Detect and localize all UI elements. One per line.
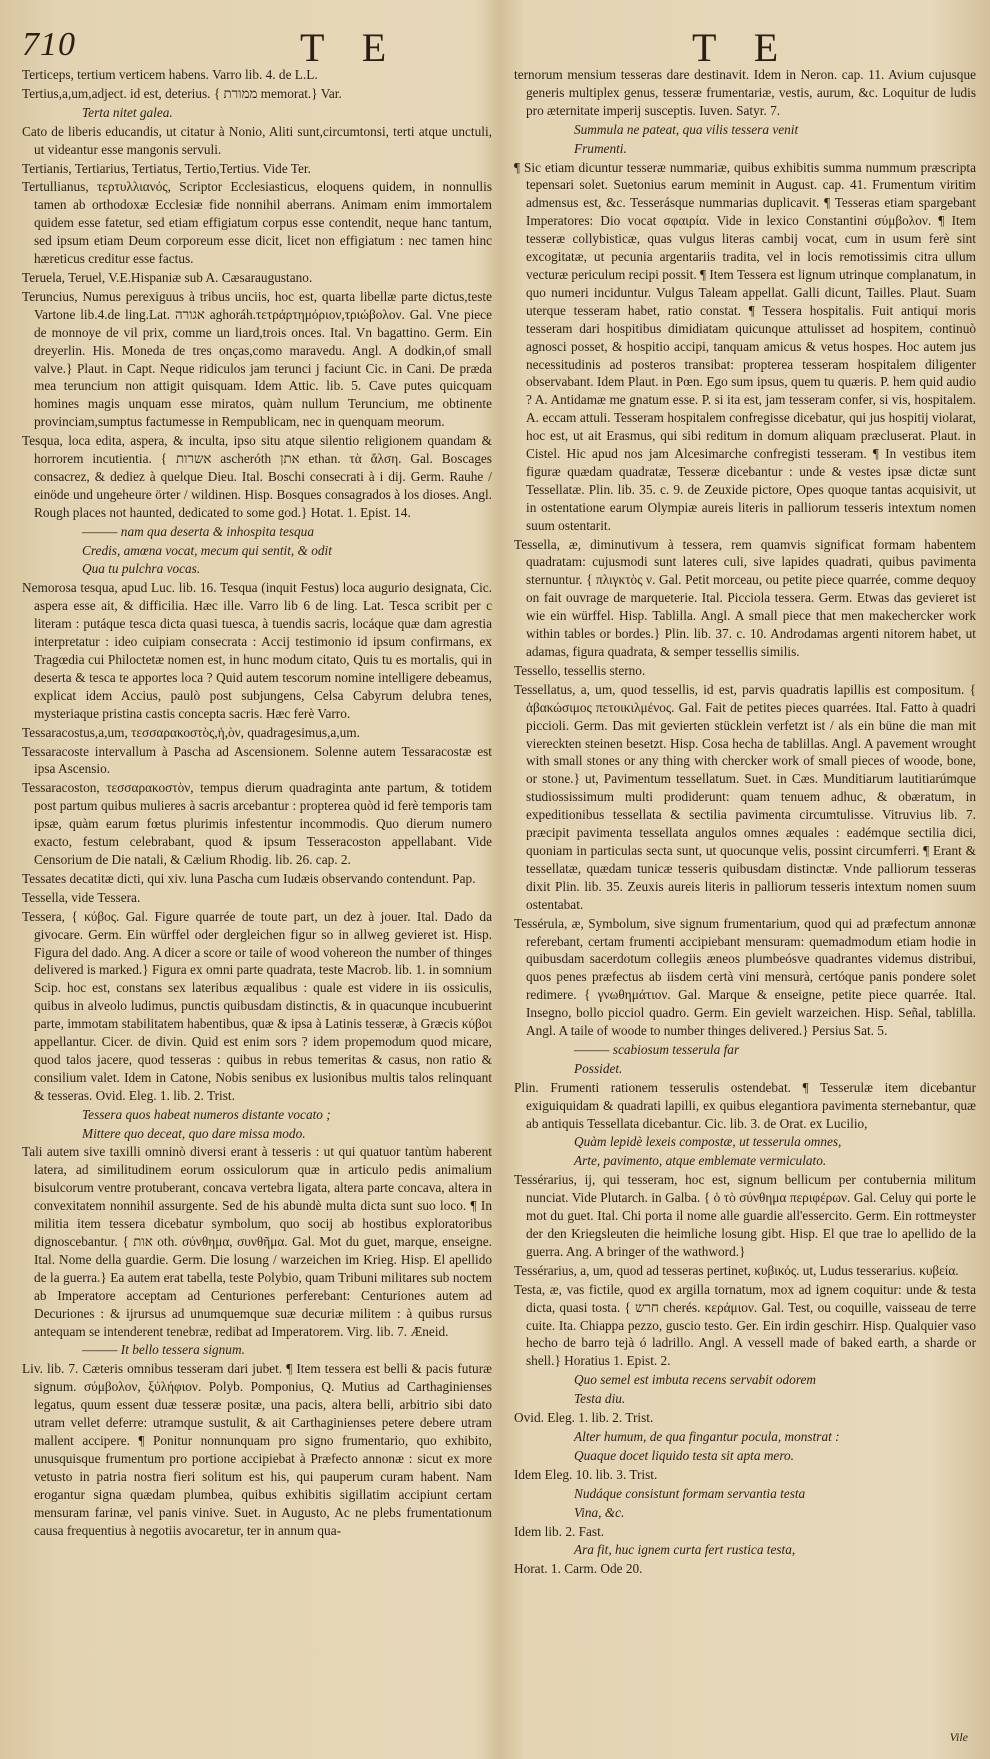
- verse-quotation: Summula ne pateat, qua vilis tessera venit: [574, 121, 799, 137]
- verse-quotation: Quàm lepidè lexeis compostæ, ut tesserula omnes,: [574, 1134, 842, 1150]
- dictionary-entry: Tesqua, loca edita, aspera, & inculta, ipso situ atque silentio religionem quandam & horrorem incutientia. { אשרות ascheróth אתן ethan. τὰ ἄλση. Gal. Boscages consacrez, & dediez à quelque Dieu. Ital. Boschi consecrati à i dij. Germ. Rauhe / einöde und ungeheure örter / wildinen. Hisp. Bosques consagrados à los dioses. Angl. Rough places not haunted, dedicated to some god.} Hotat. 1. Epist. 14.: [22, 433, 492, 520]
- dictionary-entry: Tessaracoston, τεσσαρακοστὸν, tempus dierum quadraginta ante partum, & totidem post partum quibus mulieres à sacris arcebantur : propterea quòd id ferè temporis tam ipsæ, quàm earum fœtus plurimis infestentur incommodis. Quo dierum numero exacto, festum celebrabant, quod & ipsum Tesseracoston appellabant. Vide Censorium de Die natali, & Cælium Rhodig. lib. 26. cap. 2.: [22, 780, 492, 867]
- verse-quotation: Credis, amœna vocat, mecum qui sentit, & odit: [82, 542, 332, 558]
- verse-quotation: Mittere quo deceat, quo dare missa modo.: [82, 1125, 306, 1141]
- verse-quotation: Vina, &c.: [574, 1504, 625, 1520]
- dictionary-entry: Teruncius, Numus perexiguus à tribus unciis, hoc est, quarta libellæ parte dictus,teste Vartone lib.4.de ling.Lat. אגורה aghoráh.τετράρτημόριον,τριώβολον. Gal. Vne piece de monnoye de vil prix, comme un liard,trois onces. Ital. Vn bagattino. Germ. Ein dreyerlin. His. Moneda de tres onças,como maravedu. Angl. A dodkin,of small valve.} Plaut. in Capt. Neque ridiculos jam terunci j faciunt Cic. in Cani. De præda mea teruncium non attigit quisquam. Idem Attic. lib. 5. Cave putes quicquam homines magis unquam esse miratos, quàm nullum Teruncium, me obtinente provinciam,sumptus factumesse in Rempublicam, nec in quenquam meorum.: [22, 288, 492, 430]
- verse-quotation: Quaque docet liquido testa sit apta mero.: [574, 1447, 794, 1463]
- dictionary-entry: Tessellatus, a, um, quod tessellis, id est, parvis quadratis lapillis est compositum. { ἀβακώσιμος πετοικιλμένος. Gal. Fait de petites pieces quarrées. Ital. Fatto à quadri piccioli. Germ. Das mit gevierten stücklein verfetzt ist / als ein büne die man mit viereckten steinen besetzt. Hisp. Cosa hecha de tablillas. Angl. A pavement wrought with small stones or any thing with chercker work of small pieces of woode, bone, or stone.} ut, Pavimentum tessellatum. Suet. in Cæs. Munditiarum lautitiarúmque studiossissimum multi prodiderunt: quam tenuem adhuc, & obæratum, in expeditionibus tessellata & sectilia pavimenta circumtulisse. Vitruvius lib. 7. præcipit pavimenta tessellata angulos omnes æquales : eadémque sectilia dici, quoniam in particulas secta sunt, ut quocunque velis, possint circumferri. ¶ Erant & tessellatæ, quædam tunicæ tesseris quibusdam distinctæ. Vnde palliorum tesseras dixit Plin. lib. 35. Zeuxis aureis literis in palliorum tesseris intextum nomen suum ostentabat.: [514, 681, 976, 912]
- dictionary-entry: Liv. lib. 7. Cæteris omnibus tesseram dari jubet. ¶ Item tessera est belli & pacis futuræ signum. σύμβολον, ξύλήφιον. Polyb. Pomponius, Q. Mutius ad Carthaginienses legatus, quum essent duæ tesseræ positæ, una pacis, altera belli, arbitrio sibi dato utram vellet deferre: utramque sustulit, & ait Carthaginienses petere debere utram mallent accipere. ¶ Ponitur nonnunquam pro signo frumentario, quo exhibito, unusquisque frumentum pro portione accipiebat à Præfecto annonæ : sicut ex more vetusto in patria nostra fieri solitum est his, qui pauperum curam habent. Nam erogantur signa quædam plumbea, quibus exhibitis sigillatim accipiunt certam mensuram farinæ, vel panis vinive. Suet. in Augusto, Ac ne plebs frumentationum causa frequentius à negotiis avocaretur, ter in annum qua-: [22, 1361, 492, 1538]
- verse-quotation: Qua tu pulchra vocas.: [82, 561, 201, 577]
- verse-quotation: Terta nitet galea.: [82, 104, 173, 120]
- dictionary-entry: Testa, æ, vas fictile, quod ex argilla tornatum, mox ad ignem coquitur: unde & testa dicta, quasi tosta. { חרש cherés. κεράμιον. Gal. Test, ou coquille, vaisseau de terre cuite. Ita. Chiappa pezzo, guscio testo. Ger. Ein irdin geschirr. Hisp. Qualquier vaso hecho de barro tejà ó ladrillo. Angl. A vessell made of baked earth, a sharde or shell.} Horatius 1. Epist. 2.: [514, 1281, 976, 1369]
- dictionary-entry: Tessaracostus,a,um, τεσσαρακοστὸς,ἡ,ὸν, quadragesimus,a,um.: [22, 724, 360, 740]
- dictionary-entry: Idem Eleg. 10. lib. 3. Trist.: [514, 1466, 658, 1482]
- dictionary-entry: Tessella, vide Tessera.: [22, 889, 141, 905]
- dictionary-entry: Ovid. Eleg. 1. lib. 2. Trist.: [514, 1410, 654, 1426]
- dictionary-entry: Idem lib. 2. Fast.: [514, 1523, 605, 1539]
- catchword: Vile: [949, 1730, 968, 1744]
- verse-quotation: Testa diu.: [574, 1391, 626, 1407]
- dictionary-entry: Tessella, æ, diminutivum à tessera, rem quamvis significat formam habentem quadratam: cujusmodi sunt lateres culi, sive lapides quadrati, quibus pavimenta sternuntur. { πλιγκτὸς ν. Gal. Petit morceau, ou petite piece quarrée, comme dequoy on fait ouvrage de marqueterie. Ital. Picciola tessera. Germ. Etwas das gevieret ist wie ein würffel. Hisp. Tablilla. Angl. A small piece that men makechercker work within tables or bordes.} Plin. lib. 37. c. 10. Androdamas argenti nitorem habet, ut adamas, figura quadrata, & semper tessellis similis.: [514, 536, 976, 659]
- dictionary-entry: Tali autem sive taxilli omninò diversi erant à tesseris : ut qui quatuor tantùm haberent latera, ad similitudinem eorum ossiculorum quæ in articulo pedis animalium bisulcorum ventre protuberant, concava vertebra ligata, altera parte concava, altera in convexitatem nonnihil assurgente. Sed de his abundè multa dicta sunt suo loco. ¶ In militia item tessera dicebatur symbolum, quo socij ab hostibus exploratoribus dignoscebantur. { אות oth. σύνθημα, συνθῆμα. Gal. Mot du guet, marque, enseigne. Ital. Nome della guardie. Germ. Die losung / warzeichen im Krieg. Hisp. El apellido de la guerra.} Ea autem erat tabella, teste Polybio, quam Tribuni militares sub noctem ab Imperatore acceptam ad Centuriones perferebant: Centuriones autem ad Decuriones : & ijrursus ad unumquemque suæ decuriæ militem : à quibus rursus antequam se intenderent tenebræ, redibat ad Imperatorem. Virg. lib. 7. Æneid.: [22, 1144, 492, 1339]
- running-head-right: T E: [692, 25, 793, 70]
- page-number: 710: [22, 26, 76, 63]
- dictionary-entry: Tertius,a,um,adject. id est, deterius. { ממורת memorat.} Var.: [22, 85, 342, 101]
- running-head-left: T E: [300, 25, 401, 70]
- dictionary-entry: Tertullianus, τερτυλλιανός, Scriptor Ecclesiasticus, eloquens quidem, in nonnullis tamen ab orthodoxæ Ecclesiæ fide nonnihil aberrans. Animam enim immortalem quidem esse fatetur, sed etiam effigiatum corpus esse contendit, neque hanc tantum, sed ipsum etiam Deum corporeum esse dicit, licet non effigiatum : nec tamen hinc hæreticus creditur esse factus.: [22, 179, 492, 267]
- dictionary-entry: Tessérula, æ, Symbolum, sive signum frumentarium, quod qui ad præfectum annonæ referebant, certam frumenti accipiebant mensuram: quemadmodum etiam hodie in quibusdam sacerdotum collegiis æneos plumbeósve quadrantes videmus distribui, quos penes præfectus ab iisdem certà vini mensurà, certóque panis pondere solet redimere. { γνωθημάτιον. Gal. Marque & enseigne, petite piece quarrée. Ital. Insegno, bollo picciol quadro. Germ. Ein gevielt warzeichen. Hisp. Señal, tablilla. Angl. A taile of woode to number thinges delivered.} Persius Sat. 5.: [514, 915, 976, 1039]
- dictionary-entry: Tessérarius, a, um, quod ad tesseras pertinet, κυβικός. ut, Ludus tesserarius. κυβεία.: [514, 1262, 959, 1278]
- dictionary-entry: ¶ Sic etiam dicuntur tesseræ nummariæ, quibus exhibitis summa nummum præscripta tepensari solet. Suetonius earum meminit in August. cap. 41. Frumentum viritim admensus est, &c. Tesserásque nummarias duplicavit. ¶ Tesseras etiam spargebant Imperatores: Dio vocat σφαιρία. Vide in lexico Constantini σύμβολον. ¶ Item tesseræ collybisticæ, quas vulgus literas cambij vocat, cum in usum ferè sint excogitatæ, ut pecunia argentariis tradita, vel in locis remotissimis citra ullum vecturæ periculum recipi possit. ¶ Item Tessera est lignum utrinque complanatum, in quo numeri inciduntur. Vulgus Taleam appellat. Galli dicunt, Tailles. Plaut. Suam uterque tesseram habet, ratio constat. ¶ Tessera hospitalis. Fuit antiqui moris tesseram dari hospitibus dimidiatam quicunque attulisset ad hospitem, continuò agnosci posset, & hospitio accipi, tanquam amicus & vetus hospes. Hoc autem jus necessitudinis ad posteros transibat: propterea tesseram hospitalem diligenter observabant. Idem Plaut. in Pœn. Ego sum ipsus, quem tu quæris. P. hem quid audio ? A. Antidamæ me gnatum esse. P. si ita est, jam tesseram confer, si vis, hospitalem. A. eccam attuli. Tesseram hospitalem confregisse dicebatur, qui jus hospitij violarat, hoc est, ut ait Erasmus, qui sibi reditum in domum aliquam præcluserat. Plaut. in Cistel. Hic apud nos jam Alcesimarche confregisti tesseram. ¶ In vestibus item figuræ quædam quadratæ, Tesseræ dicebantur : unde & vestes ipsæ dictæ sunt Tessellatæ. Plin. lib. 35. c. 9. de Zeuxide pictore, Opes quoque tantas acquisivit, ut in ostentatione earum Olympiæ aureis literis in palliorum tesseris intextum nomen suum ostentarit.: [514, 159, 976, 533]
- verse-quotation: Ara fit, huc ignem curta fert rustica testa,: [574, 1542, 796, 1558]
- verse-quotation: ——— scabiosum tesserula far: [574, 1041, 740, 1057]
- dictionary-entry: Tessates decatitæ dicti, qui xiv. luna Pascha cum Iudæis observando contendunt. Pap.: [22, 870, 476, 886]
- dictionary-entry: Teruela, Teruel, V.E.Hispaniæ sub A. Cæsaraugustano.: [22, 269, 313, 285]
- verse-quotation: Tessera quos habeat numeros distante vocato ;: [82, 1106, 331, 1122]
- verse-quotation: Alter humum, de qua fingantur pocula, monstrat :: [574, 1428, 840, 1444]
- dictionary-entry: Horat. 1. Carm. Ode 20.: [514, 1561, 643, 1577]
- verse-quotation: Quo semel est imbuta recens servabit odorem: [574, 1372, 817, 1388]
- dictionary-entry: ternorum mensium tesseras dare destinavit. Idem in Neron. cap. 11. Avium cujusque generis multiplex genus, tesseræ frumentariæ, vestis, aurum, &c. Loquitur de ludis pro æternitate imperij susceptis. Iuven. Satyr. 7.: [514, 67, 976, 118]
- verse-quotation: ——— It bello tessera signum.: [82, 1342, 245, 1358]
- dictionary-entry: Plin. Frumenti rationem tesserulis ostendebat. ¶ Tesserulæ item dicebantur exiguiquidam & quadrati lapilli, ex quibus elegantiora pavimenta sternebantur, quæ ab antiquis Tessellata dicebantur. Cic. lib. 3. de Orat. ex Lucilio,: [514, 1079, 976, 1131]
- dictionary-entry: Tertianis, Tertiarius, Tertiatus, Tertio,Tertius. Vide Ter.: [22, 160, 311, 176]
- left-column: [22, 66, 492, 1736]
- right-column: [514, 66, 976, 1736]
- dictionary-entry: Nemorosa tesqua, apud Luc. lib. 16. Tesqua (inquit Festus) loca augurio designata, Cic. aspera esse ait, & difficilia. Hæc ille. Varro lib 6 de ling. Lat. Tesca scribit per c literam : putáque tesca dicta quasi tuesca, à tuendis sacris, locáque quæ dam agrestia interpretatur : ideo cuipiam consecrata : Accij testimonio id ipsum confirmans, ex Tragœdia cui Philoctetæ nomen est, in hunc modum citato, Quis tu es mortalis, qui in deserta & tesca te apportes loca ? Quid autem tescorum nomine intelligere debeamus, explicat idem Accius, paulò post subjungens, Celsa Cabyrum delubra tenes, mysteriaque pristina castis concepta sacris. Hæc ferè Varro.: [22, 580, 492, 721]
- dictionary-entry: Tessaracoste intervallum à Pascha ad Ascensionem. Solenne autem Tessaracostæ est ipsa Ascensio.: [22, 743, 492, 777]
- page-header: [0, 14, 990, 70]
- dictionary-entry: Cato de liberis educandis, ut citatur à Nonio, Aliti sunt,circumtonsi, terti atque unctuli, ut videantur esse mangonis servuli.: [22, 123, 492, 157]
- dictionary-entry: Tessera, { κύβος. Gal. Figure quarrée de toute part, un dez à jouer. Ital. Dado da givocare. Germ. Ein würffel oder dergleichen figur so in allweg gevieret ist. Hisp. Figura del dado. Ang. A dicer a score or taile of wood vohereon the number of thinges delivered is marked.} Figura ex omni parte quadrata, teste Macrob. lib. 1. in somnium Scip. hoc est, constans sex lateribus æqualibus : quale est videre in iis ossiculis, quibus in alveolo ludimus, punctis quibusdam distinctis, & in quacunque incubuerint parte, immotam stabilitatem habentibus, quæ & ipsa à Latinis tesseræ, à Græcis κύβοι appellantur. Cicer. de divin. Quid est enim sors ? idem propemodum quod micare, quod talos jacere, quod tesseras : quibus in rebus temeritas & casus, non ratio & consilium valet. Idem in Catone, Nobis senibus ex lusionibus multis talos relinquant & tesseras. Ovid. Eleg. 1. lib. 2. Trist.: [22, 908, 492, 1103]
- verse-quotation: Frumenti.: [574, 140, 627, 156]
- dictionary-entry: Tessello, tessellis sterno.: [514, 662, 646, 678]
- verse-quotation: Arte, pavimento, atque emblemate vermiculato.: [574, 1153, 827, 1169]
- verse-quotation: Nudáque consistunt formam servantia testa: [574, 1485, 806, 1501]
- verse-quotation: Possidet.: [574, 1060, 623, 1076]
- verse-quotation: ——— nam qua deserta & inhospita tesqua: [82, 523, 314, 539]
- dictionary-entry: Terticeps, tertium verticem habens. Varro lib. 4. de L.L.: [22, 67, 318, 82]
- dictionary-entry: Tessérarius, ij, qui tesseram, hoc est, signum bellicum per contubernia militum nunciat. Vide Plutarch. in Galba. { ὁ τὸ σύνθημα περιφέρων. Gal. Celuy qui porte le mot du guet. Ital. Chi porta il nome alle guardie all'essercito. Germ. Ein rottmeyster der den Kriegsleuten die heimliche losung gibt. Hisp. El que trae lo apellido de la guerra. Ang. A bringer of the wathword.}: [514, 1172, 976, 1259]
